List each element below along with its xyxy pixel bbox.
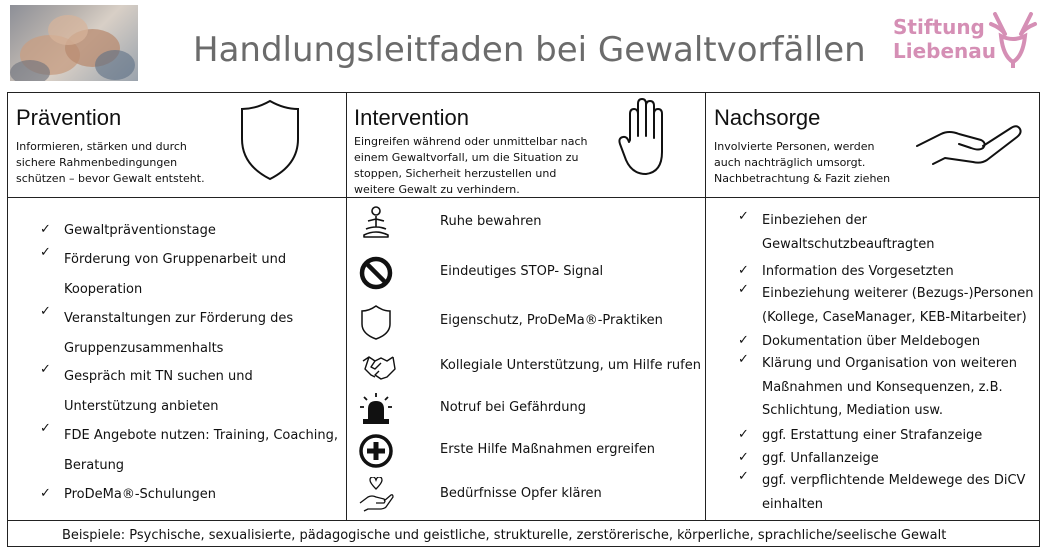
list-item: ✓ Information des Vorgesetzten — [738, 263, 954, 279]
check-icon: ✓ — [738, 333, 749, 348]
praevention-title: Prävention — [16, 105, 122, 130]
alarm-light-icon — [358, 391, 394, 427]
list-item: ✓ Einbeziehung weiterer (Bezugs-)Personen (Kollege, CaseManager, KEB-Mitarbeiter) — [738, 282, 1034, 325]
intervention-step — [352, 349, 702, 385]
list-item: ✓ Veranstaltungen zur Förderung des Gruppenzusammenhalts — [40, 304, 294, 356]
list-item: ✓ Dokumentation über Meldebogen — [738, 333, 981, 349]
intervention-title: Intervention — [354, 105, 469, 130]
stop-sign-icon — [358, 255, 394, 291]
check-icon: ✓ — [40, 304, 51, 319]
list-item: ✓ ggf. verpflichtende Meldewege des DiCV einhalten — [738, 469, 1026, 512]
list-item: ✓ Förderung von Gruppenarbeit und Kooperation — [40, 245, 287, 297]
open-hand-icon — [915, 112, 1023, 166]
list-item: ✓ ggf. Unfallanzeige — [738, 450, 879, 466]
page-title: Handlungsleitfaden bei Gewaltvorfällen — [193, 30, 866, 70]
check-icon: ✓ — [40, 222, 51, 237]
heart-hand-icon — [358, 477, 394, 513]
handshake-icon — [358, 349, 400, 385]
intervention-step-label: Eindeutiges STOP- Signal — [440, 264, 604, 279]
footer-divider — [7, 520, 1040, 521]
list-item: ✓ Gewaltpräventionstage — [40, 222, 216, 238]
nachsorge-description: Involvierte Personen, werden auch nachträglich umsorgt. Nachbetrachtung & Fazit ziehen — [714, 140, 891, 185]
teamwork-hands-photo — [10, 5, 138, 81]
list-item: ✓ FDE Angebote nutzen: Training, Coaching, Beratung — [40, 421, 338, 473]
logo-line-2: Liebenau — [893, 39, 997, 63]
raised-hand-icon — [618, 96, 670, 178]
examples-text: Beispiele: Psychische, sexualisierte, pädagogische und geistliche, strukturelle, zerstörerische, körperliche, sprachliche/seelische Gewalt — [62, 528, 947, 543]
list-item: ✓ Gespräch mit TN suchen und Unterstützung anbieten — [40, 362, 253, 414]
logo-emblem-icon — [985, 12, 1041, 70]
check-icon: ✓ — [738, 263, 749, 278]
check-icon: ✓ — [738, 450, 749, 465]
intervention-step-label: Eigenschutz, ProDeMa®-Praktiken — [440, 313, 663, 328]
check-icon: ✓ — [40, 421, 51, 436]
column-divider — [346, 92, 347, 520]
check-icon: ✓ — [40, 362, 51, 377]
list-item: ✓ ProDeMa®-Schulungen — [40, 486, 216, 502]
list-item: ✓ Einbeziehen der Gewaltschutzbeauftragten — [738, 209, 935, 252]
intervention-step — [352, 304, 702, 340]
list-item: ✓ Klärung und Organisation von weiteren Maßnahmen und Konsequenzen, z.B. Schlichtung, Mediation usw. — [738, 352, 1018, 418]
check-icon: ✓ — [738, 469, 749, 484]
check-icon: ✓ — [738, 209, 749, 224]
intervention-step — [352, 477, 702, 513]
intervention-step-label: Erste Hilfe Maßnahmen ergreifen — [440, 442, 655, 457]
column-divider — [705, 92, 706, 520]
intervention-step — [352, 391, 702, 427]
list-item: ✓ ggf. Erstattung einer Strafanzeige — [738, 427, 983, 443]
intervention-step-label: Ruhe bewahren — [440, 214, 542, 229]
stiftung-liebenau-logo — [893, 12, 1043, 72]
intervention-step-label: Kollegiale Unterstützung, um Hilfe rufen — [440, 358, 701, 373]
logo-line-1: Stiftung — [893, 15, 985, 39]
intervention-step-label: Bedürfnisse Opfer klären — [440, 486, 602, 501]
shield-icon — [358, 304, 394, 340]
intervention-step — [352, 433, 702, 469]
check-icon: ✓ — [738, 427, 749, 442]
check-icon: ✓ — [738, 282, 749, 297]
nachsorge-title: Nachsorge — [714, 105, 821, 130]
meditation-icon — [358, 205, 394, 241]
intervention-description: Eingreifen während oder unmittelbar nach einem Gewaltvorfall, um die Situation zu stoppen, Sicherheit herzustellen und weitere Gewalt zu verhindern. — [354, 135, 588, 196]
check-icon: ✓ — [738, 352, 749, 367]
check-icon: ✓ — [40, 486, 51, 501]
intervention-step — [352, 255, 702, 291]
first-aid-icon — [358, 433, 394, 469]
shield-icon — [238, 97, 302, 183]
intervention-step-label: Notruf bei Gefährdung — [440, 400, 587, 415]
praevention-description: Informieren, stärken und durch sichere Rahmenbedingungen schützen – bevor Gewalt entsteht. — [16, 140, 205, 185]
intervention-step — [352, 205, 702, 241]
check-icon: ✓ — [40, 245, 51, 260]
